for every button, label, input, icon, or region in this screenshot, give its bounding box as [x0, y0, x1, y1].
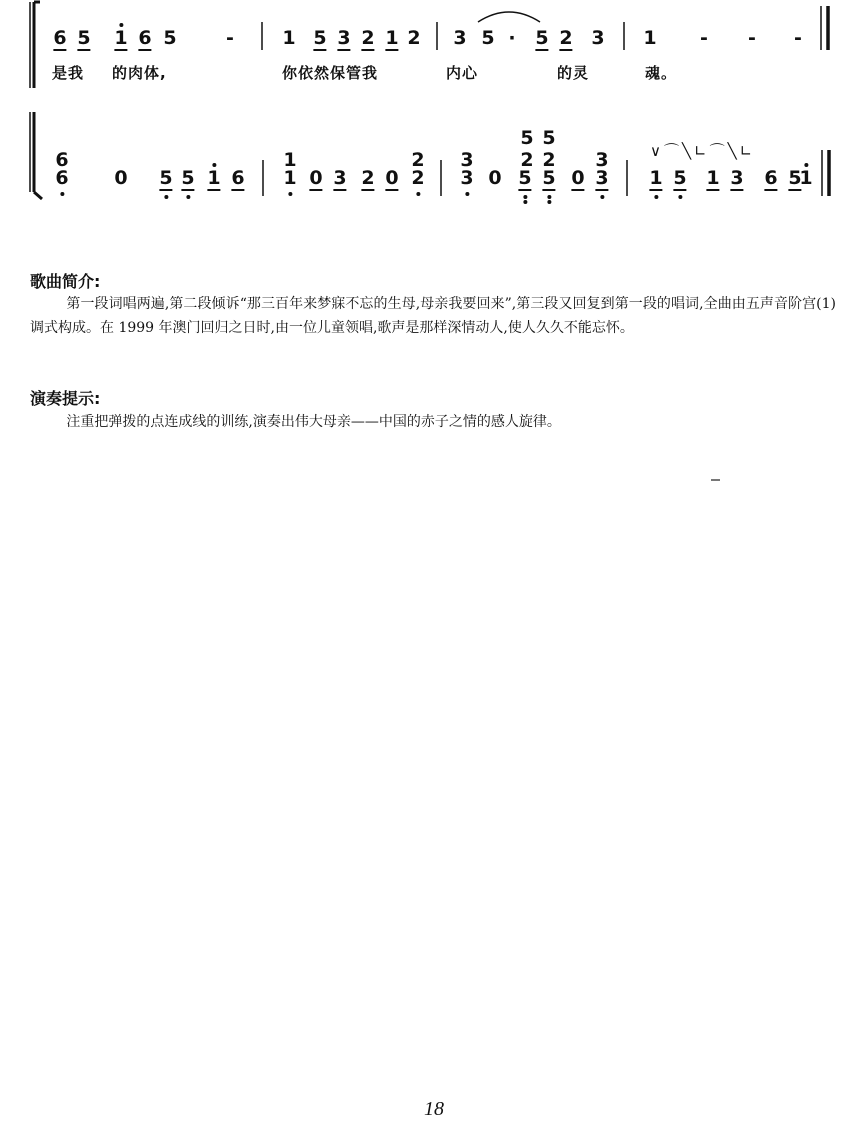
accompaniment-note: 1: [706, 167, 720, 189]
melody-note: 3: [591, 27, 605, 49]
melody-note: -: [226, 27, 234, 49]
octave-dot-below: [60, 192, 64, 196]
octave-dot-below: [547, 200, 551, 204]
octave-dot-below: [654, 195, 658, 199]
system-bracket-top: [34, 2, 40, 88]
melody-note: 3: [453, 27, 467, 49]
melody-note: 2: [559, 27, 573, 49]
octave-dot-above: [119, 23, 123, 27]
melody-note: 1: [282, 27, 296, 49]
accompaniment-note: 0: [309, 167, 323, 189]
melody-note: 6: [53, 27, 67, 49]
lyric-text: 内心: [446, 64, 479, 82]
accompaniment-note: 0: [571, 167, 585, 189]
octave-dot-below: [600, 195, 604, 199]
intro-body: 第一段词唱两遍,第二段倾诉“那三百年来梦寐不忘的生母,母亲我要回来”,第三段又回复到第一段的唱词,全曲由五声音阶宫(1)调式构成。在 1999 年澳门回归之日时,由一位儿童领唱,歌声是那样深情动人,使人久久不能忘怀。: [30, 296, 836, 336]
accompaniment-note: 3: [595, 168, 608, 191]
octave-dot-above: [212, 163, 216, 167]
lyric-text: 你依然保管我: [282, 64, 379, 82]
octave-dot-below: [186, 195, 190, 199]
melody-note: 5: [313, 27, 327, 49]
melody-note: 5: [481, 27, 495, 49]
melody-note: 2: [361, 27, 375, 49]
octave-dot-below: [547, 195, 551, 199]
accompaniment-note: 3: [333, 167, 347, 189]
octave-dot-below: [678, 195, 682, 199]
melody-note: 3: [337, 27, 351, 49]
upper-voice-note: 3: [460, 149, 474, 171]
melody-note: 5: [77, 27, 91, 49]
accompaniment-note: 0: [114, 167, 128, 189]
octave-dot-below: [288, 192, 292, 196]
numbered-notation-score: [0, 0, 868, 230]
upper-voice-note: 2: [542, 149, 556, 171]
lyric-text: 的灵: [557, 64, 590, 82]
melody-note: -: [748, 27, 756, 49]
accompaniment-note: 0: [488, 167, 502, 189]
octave-dot-below: [416, 192, 420, 196]
tips-body: 注重把弹拨的点连成线的训练,演奏出伟大母亲——中国的赤子之情的感人旋律。: [66, 414, 561, 430]
system-bracket-bottom: [34, 112, 42, 199]
melody-note: 1: [114, 28, 127, 51]
octave-dot-below: [164, 195, 168, 199]
accompaniment-note: 5: [159, 168, 172, 191]
accompaniment-note: 6: [55, 168, 68, 188]
melody-note: -: [794, 27, 802, 49]
melody-note: 2: [407, 27, 421, 49]
accompaniment-note: 0: [385, 167, 399, 189]
accompaniment-note: 1: [649, 168, 662, 191]
octave-dot-below: [523, 195, 527, 199]
accompaniment-note: 3: [460, 168, 473, 188]
fingering-marks: ∨⌒╲∟⌒╲∟: [650, 142, 756, 160]
lyric-text: 魂。: [645, 64, 678, 82]
accompaniment-note: 5: [788, 167, 802, 189]
melody-note: 5: [163, 27, 177, 49]
melody-note: 1: [643, 27, 657, 49]
octave-dot-above: [804, 163, 808, 167]
upper-voice-note: 6: [55, 149, 69, 171]
accompaniment-note: 1: [283, 168, 296, 188]
accompaniment-note: 5: [542, 168, 555, 191]
upper-voice-note: 5: [542, 127, 556, 149]
accompaniment-note: 6: [231, 167, 245, 189]
lyric-text: 的肉体,: [112, 64, 167, 82]
accompaniment-note: 5: [673, 168, 686, 191]
melody-note: 1: [385, 27, 399, 49]
melody-note: -: [700, 27, 708, 49]
upper-voice-note: 1: [283, 149, 297, 171]
accompaniment-note: 2: [361, 167, 375, 189]
melody-note: 5: [535, 27, 549, 49]
upper-voice-note: 2: [411, 149, 425, 171]
scan-speck: [711, 479, 720, 481]
accompaniment-note: 5: [518, 168, 531, 191]
slur: [478, 12, 540, 22]
melody-note: ·: [508, 27, 516, 49]
accompaniment-note: 1: [799, 168, 812, 188]
page-number: 18: [424, 1098, 444, 1120]
accompaniment-note: 2: [411, 168, 424, 188]
accompaniment-note: 5: [181, 168, 194, 191]
accompaniment-note: 6: [764, 167, 778, 189]
melody-note: 6: [138, 27, 152, 49]
lyric-text: 是我: [52, 64, 85, 82]
score-lines: [0, 0, 868, 230]
upper-voice-note: 5: [520, 127, 534, 149]
intro-title: 歌曲简介:: [30, 272, 101, 291]
octave-dot-below: [465, 192, 469, 196]
accompaniment-note: 3: [730, 167, 744, 189]
tips-title: 演奏提示:: [30, 389, 101, 408]
accompaniment-note: 1: [207, 168, 220, 191]
upper-voice-note: 3: [595, 149, 609, 171]
octave-dot-below: [523, 200, 527, 204]
upper-voice-note: 2: [520, 149, 534, 171]
